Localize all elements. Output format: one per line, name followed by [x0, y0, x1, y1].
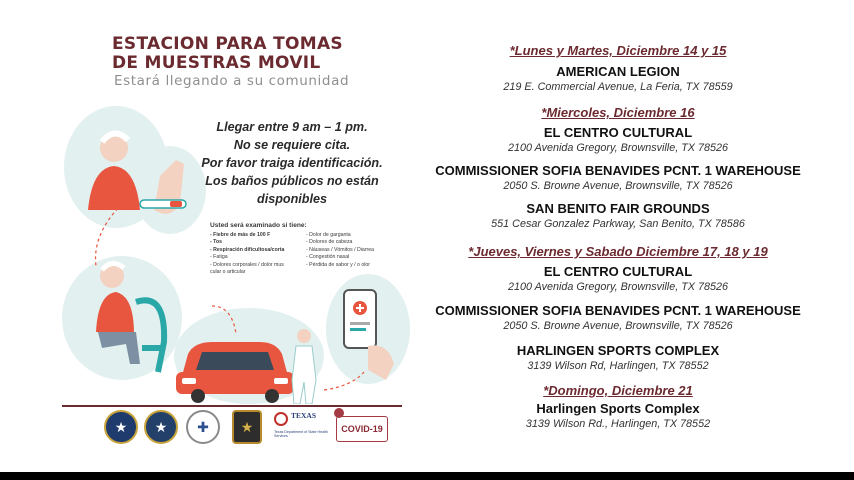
instruction-line: Por favor traiga identificación. [201, 156, 383, 170]
schedule-day-heading: *Domingo, Diciembre 21 [543, 383, 693, 398]
phone-illustration [328, 286, 408, 382]
symptom-item: - Fiebre de más de 100 F [210, 232, 271, 238]
state-seal-icon: ★ [144, 410, 178, 444]
emergency-management-seal-icon: ✚ [186, 410, 220, 444]
texas-logo-icon [274, 412, 288, 426]
flyer-title-line2: DE MUESTRAS MOVIL [112, 53, 321, 73]
schedule-day-heading: *Jueves, Viernes y Sabado Diciembre 17, 18 y 19 [468, 244, 768, 259]
worker-head-shape [297, 329, 311, 343]
symptom-item: - Respiración dificultosa/corta [210, 246, 285, 253]
screen-line [350, 328, 366, 331]
venue-address: 219 E. Commercial Avenue, La Feria, TX 78559 [503, 81, 733, 93]
footer-divider [62, 405, 402, 407]
schedule-day-heading: *Lunes y Martes, Diciembre 14 y 15 [509, 43, 727, 58]
venue-address: 551 Cesar Gonzalez Parkway, San Benito, TX 78586 [491, 218, 745, 230]
sheriff-badge-icon: ★ [232, 410, 262, 444]
chair-shape [136, 300, 164, 372]
symptoms-heading: Usted será examinado si tiene: [210, 222, 307, 229]
symptom-item: - Dolores corporales / dolor mus [210, 261, 284, 268]
venue-address: 2050 S. Browne Avenue, Brownsville, TX 78526 [503, 320, 733, 332]
worker-suit-shape [292, 346, 316, 404]
covid-badge-text: COVID-19 [341, 424, 383, 434]
headlight-shape [182, 378, 196, 384]
symptom-item: - Fatiga [210, 254, 228, 261]
wheel-shape [191, 389, 205, 403]
venue-address: 2100 Avenida Gregory, Brownsville, TX 78526 [507, 281, 729, 293]
symptom-item: - Náuseas / Vómitos / Diarrea [306, 246, 375, 253]
symptom-item: - Pérdida de sabor y / o olor [306, 261, 371, 268]
venue-address: 2100 Avenida Gregory, Brownsville, TX 78526 [507, 142, 729, 154]
instructions-text [192, 118, 392, 208]
covid-badge [336, 416, 388, 442]
instruction-line: Los baños públicos no están [205, 174, 379, 188]
shirt-shape [96, 292, 134, 334]
symptom-item: cular o articular [210, 269, 246, 276]
drive-thru-car-illustration [172, 320, 322, 404]
venue-address: 3139 Wilson Rd, Harlingen, TX 78552 [527, 360, 709, 372]
symptom-item: - Tos [210, 239, 223, 246]
headlight-shape [274, 378, 288, 384]
symptoms-box [210, 222, 400, 276]
symptom-item: - Dolores de cabeza [306, 239, 353, 246]
venue-name: EL CENTRO CULTURAL [543, 125, 693, 140]
instruction-line: No se requiere cita. [233, 138, 351, 152]
venue-name: EL CENTRO CULTURAL [543, 264, 693, 279]
texas-dshs-logo [274, 410, 330, 444]
texas-logo-text: TEXAS [291, 411, 317, 420]
flyer-title-line1: ESTACION PARA TOMAS [112, 34, 343, 54]
venue-name: SAN BENITO FAIR GROUNDS [526, 201, 710, 216]
county-seal-icon: ★ [104, 410, 138, 444]
flyer-panel [62, 24, 410, 456]
venue-name: COMMISSIONER SOFIA BENAVIDES PCNT. 1 WAREHOUSE [435, 163, 801, 178]
venue-address: 2050 S. Browne Avenue, Brownsville, TX 78526 [503, 180, 733, 192]
symptom-item: - Dolor de garganta [306, 232, 351, 238]
seated-person-illustration [76, 252, 186, 382]
symptom-item [306, 269, 400, 276]
hand-shape [368, 345, 394, 380]
venue-name: Harlingen Sports Complex [536, 401, 700, 416]
venue-name: COMMISSIONER SOFIA BENAVIDES PCNT. 1 WAREHOUSE [435, 303, 801, 318]
pants-shape [98, 332, 140, 364]
texas-dept-text: Texas Department of State Health Services [274, 430, 328, 439]
schedule-day-heading: *Miercoles, Diciembre 16 [541, 105, 695, 120]
phone-shape [344, 290, 376, 348]
symptoms-list [210, 232, 400, 276]
instruction-line: Llegar entre 9 am – 1 pm. [216, 120, 368, 134]
symptom-item: - Congestión nasal [306, 254, 350, 261]
wheel-shape [265, 389, 279, 403]
screen-line [350, 322, 370, 325]
venue-name: HARLINGEN SPORTS COMPLEX [516, 343, 720, 358]
windshield-shape [196, 352, 274, 370]
flyer-subtitle: Estará llegando a su comunidad [114, 73, 350, 89]
venue-name: AMERICAN LEGION [556, 64, 680, 79]
instruction-line: disponibles [257, 192, 327, 206]
venue-address: 3139 Wilson Rd., Harlingen, TX 78552 [525, 418, 711, 430]
